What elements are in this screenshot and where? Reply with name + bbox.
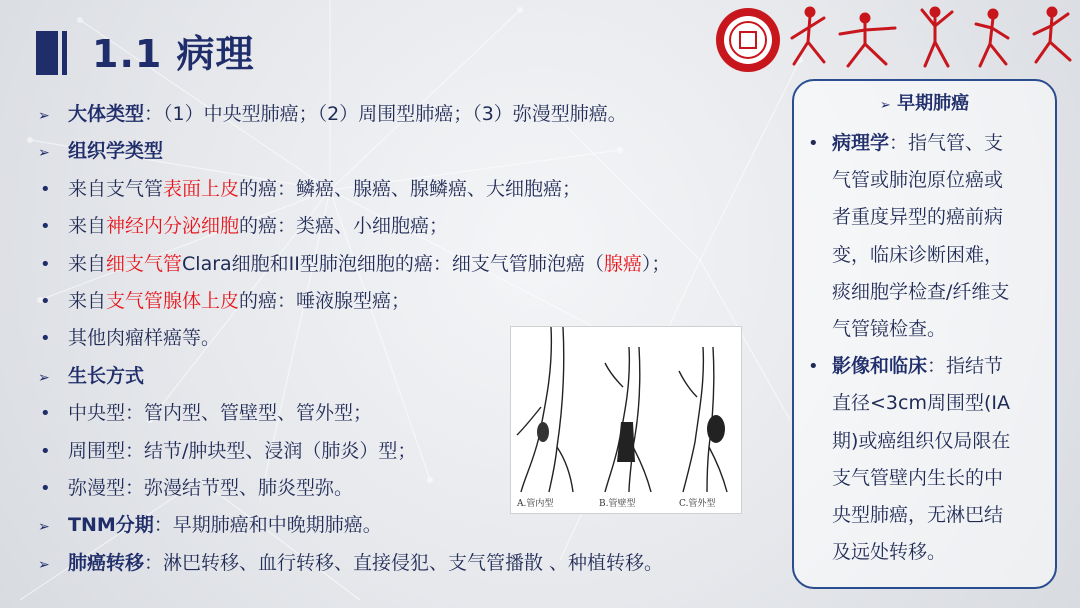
growth-pattern-figure [510, 326, 742, 514]
list-item: ➢ 组织学类型 [38, 133, 798, 170]
dot-bullet-icon: • [40, 178, 51, 200]
chevron-right-icon: ➢ [38, 519, 50, 536]
panel-line: 央型肺癌，无淋巴结 [832, 503, 1004, 526]
figure-caption-c: C.管外型 [679, 499, 716, 509]
bronchus-illustration [511, 327, 741, 497]
panel-line: 及远处转移。 [832, 541, 947, 564]
dot-bullet-icon: • [808, 133, 819, 154]
dot-bullet-icon: • [40, 216, 51, 238]
list-item: • 周围型：结节/肿块型、浸润（肺炎）型； [38, 433, 798, 470]
list-item: • 中央型：管内型、管壁型、管外型； [38, 395, 798, 432]
list-item: • 来自神经内分泌细胞的癌：类癌、小细胞癌； [38, 208, 798, 245]
chevron-right-icon: ➢ [38, 108, 50, 124]
panel-title: ➢ 早期肺癌 [879, 93, 970, 114]
list-item: ➢ 生长方式 [38, 358, 798, 395]
list-item: • 其他肉瘤样癌等。 [38, 320, 798, 357]
list-item: • 来自支气管表面上皮的癌：鳞癌、腺癌、腺鳞癌、大细胞癌； [38, 171, 798, 208]
panel-body [804, 125, 1049, 571]
dot-bullet-icon: • [40, 328, 51, 350]
early-lung-cancer-panel [792, 79, 1057, 589]
chevron-right-icon: ➢ [38, 369, 50, 386]
header-logo-group [700, 4, 1080, 76]
list-item: ➢ TNM分期：早期肺癌和中晚期肺癌。 [38, 507, 798, 544]
chevron-right-icon: ➢ [38, 556, 50, 573]
dot-bullet-icon: • [40, 477, 51, 499]
panel-line: • 影像和临床：指结节 [804, 348, 1049, 385]
panel-line: 支气管壁内生长的中 [832, 466, 1004, 489]
title-accent-bar-thin [62, 31, 67, 75]
title-accent-bar [36, 31, 58, 75]
dot-bullet-icon: • [40, 440, 51, 462]
dot-bullet-icon: • [40, 253, 51, 275]
chevron-right-icon: ➢ [38, 145, 50, 162]
chevron-right-icon: ➢ [879, 98, 891, 113]
figure-caption-b: B.管壁型 [599, 499, 636, 509]
slide-title: 1.1 病理 [92, 32, 255, 76]
panel-line: 直径<3cm周围型(IA [832, 392, 1010, 415]
dot-bullet-icon: • [40, 290, 51, 312]
list-item: • 来自支气管腺体上皮的癌：唾液腺型癌； [38, 283, 798, 320]
panel-line: 变，临床诊断困难， [832, 243, 1004, 266]
dancer-figures-icon [792, 8, 1070, 66]
figure-caption-a: A.管内型 [517, 499, 554, 509]
panel-line: 者重度异型的癌前病 [832, 206, 1004, 229]
list-item: • 来自细支气管Clara细胞和II型肺泡细胞的癌：细支气管肺泡癌（腺癌）； [38, 246, 798, 283]
panel-line: 气管镜检查。 [832, 317, 947, 340]
list-item: • 弥漫型：弥漫结节型、肺炎型弥。 [38, 470, 798, 507]
panel-line: • 病理学：指气管、支 [804, 125, 1049, 162]
university-seal-icon [716, 8, 780, 72]
panel-line: 气管或肺泡原位癌或 [832, 169, 1004, 192]
list-item: ➢ 大体类型：（1）中央型肺癌；（2）周围型肺癌；（3）弥漫型肺癌。 [38, 96, 798, 133]
dot-bullet-icon: • [40, 403, 51, 425]
panel-line: 痰细胞学检查/纤维支 [832, 280, 1010, 303]
dot-bullet-icon: • [808, 356, 819, 378]
panel-line: 期)或癌组织仅局限在 [832, 429, 1011, 452]
list-item: ➢ 肺癌转移：淋巴转移、血行转移、直接侵犯、支气管播散 、种植转移。 [38, 545, 798, 582]
